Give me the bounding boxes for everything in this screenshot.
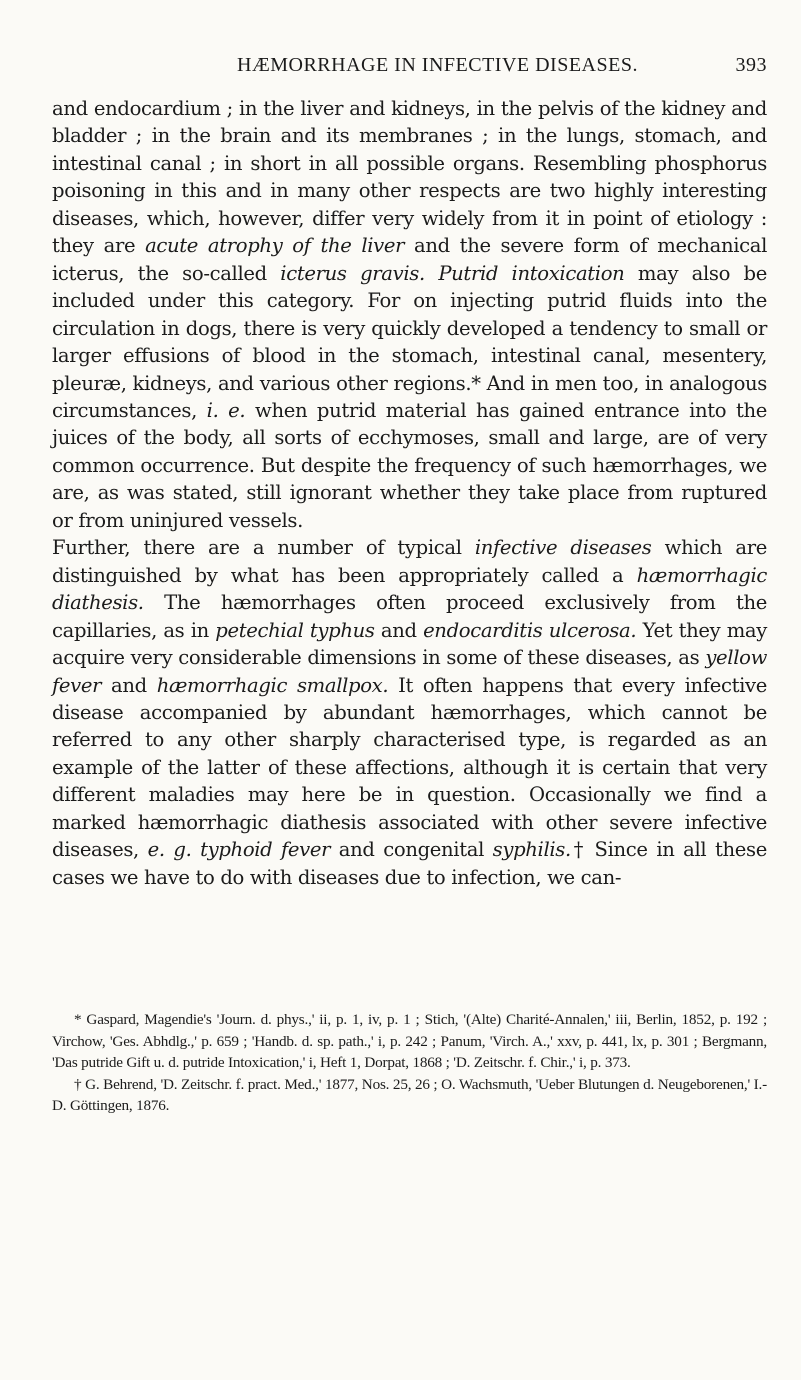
text-run [191, 838, 200, 861]
running-title: HÆMORRHAGE IN INFECTIVE DISEASES. [237, 54, 638, 76]
italic-term: e. g. [147, 838, 192, 862]
footnotes [52, 1009, 767, 1117]
paragraph-1 [52, 95, 767, 534]
italic-term: acute atrophy of the liver [145, 234, 405, 258]
italic-term: i. e. [206, 398, 246, 422]
italic-term: icterus gravis. [280, 261, 425, 285]
italic-term: yellow fever [52, 646, 767, 697]
text-run: It often happens that every infective disease accompanied by abundant hæmorrhages, which cannot be referred to any other sharply characterised type, is regarded as an example of the latter of these affections, although it is certain that very different maladies may here be in question. Occasionally we find a marked hæmorrhagic diathesis associated with other severe infective diseases, [52, 673, 767, 862]
italic-term: typhoid fever [200, 838, 331, 862]
italic-term: hæmorrhagic diathesis. [52, 563, 767, 615]
italic-term: endocarditis ulcerosa. [423, 618, 637, 642]
footnote-1: * Gaspard, Magendie's 'Journ. d. phys.,' ii, p. 1, iv, p. 1 ; Stich, '(Alte) Charité-Annalen,' iii, Berlin, 1852, p. 192 ; Virchow, 'Ges. Abhdlg.,' p. 659 ; 'Handb. d. sp. path.,' i, p. 242 ; Panum, 'Virch. A.,' xxv, p. 441, lx, p. 301 ; Bergmann, 'Das putride Gift u. d. putride Intoxication,' i, Heft 1, Dorpat, 1868 ; 'D. Zeitschr. f. Chir.,' i, p. 373. [52, 1011, 767, 1071]
page-number: 393 [735, 54, 767, 76]
italic-term: petechial typhus [215, 618, 375, 642]
italic-term: syphilis. [492, 838, 571, 862]
text-run [425, 262, 438, 285]
paragraph-2 [52, 534, 767, 891]
text-run: and [101, 673, 157, 697]
text-run: and [374, 618, 424, 642]
text-run: Further, there are a number of typical [52, 536, 475, 560]
body-text [52, 95, 767, 891]
text-run: when putrid material has gained entrance into the juices of the body, all sorts of ecchymoses, small and large, are of very common occurrence. But despite the frequency of such hæmorrhages, we are, as was stated, still ignorant whether they take place from ruptured or from uninjured vessels. [52, 398, 767, 532]
text-run: and the severe form of mechanical icterus, the so-called [52, 234, 767, 285]
text-run: † Since in all these cases we have to do with diseases due to infection, we can- [52, 838, 767, 889]
text-run: may also be included under this category. For on injecting putrid fluids into the circulation in dogs, there is very quickly developed a tendency to small or larger effusions of blood in the stomach, intestinal canal, mesentery, pleuræ, kidneys, and various other regions.* And in men too, in analogous circumstances, [52, 261, 767, 422]
running-head [52, 54, 767, 80]
italic-term: Putrid intoxication [438, 261, 625, 285]
text-run: and endocardium ; in the liver and kidneys, in the pelvis of the kidney and bladder ; in the brain and its membranes ; in the lungs, stomach, and intestinal canal ; in short in all possible organs. Resembling phosphorus poisoning in this and in many other respects are two highly interesting diseases, which, however, differ very widely from it in point of etiology : they are [52, 97, 767, 258]
text-run: and congenital [330, 838, 493, 862]
text-run: The hæmorrhages often proceed exclusively from the capillaries, as in [52, 591, 767, 642]
italic-term: hæmorrhagic smallpox. [156, 673, 389, 697]
footnote-2: † G. Behrend, 'D. Zeitschr. f. pract. Med.,' 1877, Nos. 25, 26 ; O. Wachsmuth, 'Ueber Blutungen d. Neugeborenen,' I.-D. Göttingen, 1876. [52, 1075, 767, 1114]
text-run: which are distinguished by what has been appropriately called a [52, 536, 767, 587]
italic-term: infective diseases [474, 536, 652, 560]
text-run: Yet they may acquire very considerable dimensions in some of these diseases, as [52, 618, 767, 670]
